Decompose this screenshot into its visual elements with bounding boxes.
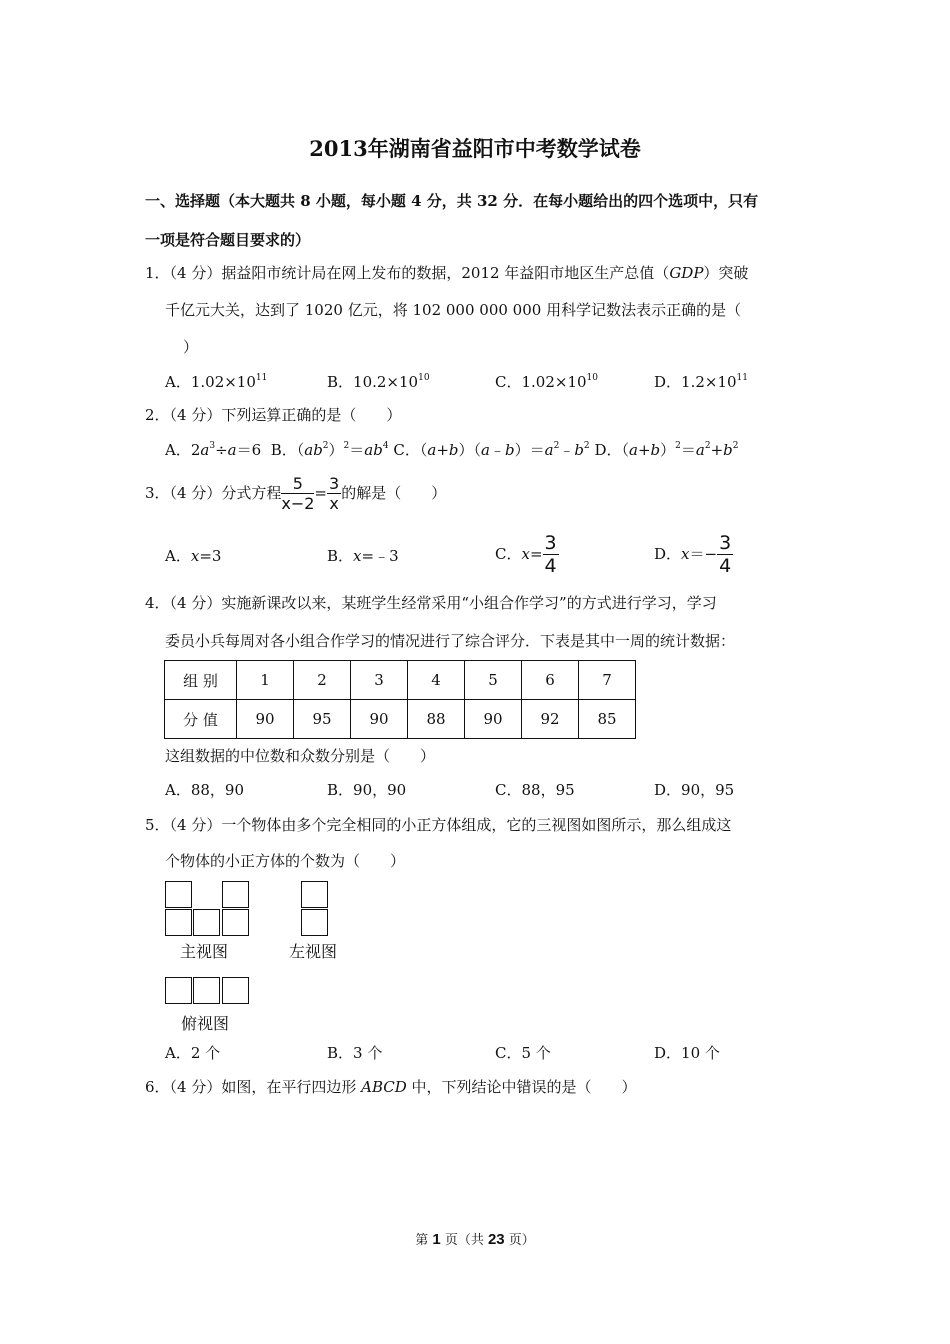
q4-option-a: A．88，90 [165, 781, 245, 799]
table-cell: 1 [237, 661, 294, 700]
question-1-line3: ） [183, 338, 199, 356]
q3-option-a: A．x=3 [165, 547, 222, 565]
q5-option-b: B．3 个 [327, 1044, 383, 1062]
table-row [165, 661, 636, 700]
q4-option-b: B．90，90 [327, 781, 407, 799]
table-cell: 3 [351, 661, 408, 700]
table-cell: 5 [465, 661, 522, 700]
table-cell: 95 [294, 700, 351, 739]
question-6: 6．（4 分）如图，在平行四边形 ABCD 中，下列结论中错误的是（ ） [145, 1078, 637, 1096]
table-cell: 6 [522, 661, 579, 700]
front-view-label: 主视图 [180, 942, 229, 961]
q3-option-d: D．x＝− $\frac{3}{4}$ [654, 532, 732, 577]
table-cell: 90 [237, 700, 294, 739]
q5-option-d: D．10 个 [654, 1044, 720, 1062]
table-header-cell: 组 别 [165, 661, 237, 700]
score-table [164, 660, 636, 739]
question-5-line2: 个物体的小正方体的个数为（ ） [165, 852, 406, 870]
section-heading: 一、选择题（本大题共 8 小题，每小题 4 分，共 32 分．在每小题给出的四个选项中，只有 [145, 192, 759, 210]
q2-options: A．$2a^3\div a=6$ B．$(ab^2)^2=ab^4$ C．$(a+b)(a﹣b)=a^2﹣b^2$ D．$(a+b)^2=a^2+b^2$ [165, 441, 739, 459]
page-number: 1 [432, 1231, 441, 1248]
q5-option-c: C．5 个 [495, 1044, 551, 1062]
table-cell: 88 [408, 700, 465, 739]
table-header-cell: 分 值 [165, 700, 237, 739]
q1-option-b: B．$10.2\times 10^{10}$ [327, 373, 430, 391]
question-1: 1．（4 分）据益阳市统计局在网上发布的数据，2012 年益阳市地区生产总值（GDP）突破 [145, 264, 749, 282]
q3-option-b: B．x=﹣3 [327, 547, 399, 565]
q1-option-c: C．$1.02\times 10^{10}$ [495, 373, 598, 391]
table-cell: 85 [579, 700, 636, 739]
table-cell: 7 [579, 661, 636, 700]
question-4-line2: 委员小兵每周对各小组合作学习的情况进行了综合评分．下表是其中一周的统计数据： [165, 632, 736, 650]
fraction-3-over-x: $\frac{3}{x}$ [329, 474, 340, 513]
q3-option-c: C．x= $\frac{3}{4}$ [495, 532, 557, 577]
question-1-line2: 千亿元大关，达到了 1020 亿元，将 102 000 000 000 用科学记数法表示正确的是（ [165, 301, 742, 319]
q4-option-c: C．88，95 [495, 781, 575, 799]
table-cell: 90 [351, 700, 408, 739]
q4-option-d: D．90，95 [654, 781, 735, 799]
table-cell: 90 [465, 700, 522, 739]
table-cell: 92 [522, 700, 579, 739]
table-cell: 4 [408, 661, 465, 700]
question-2: 2．（4 分）下列运算正确的是（ ） [145, 406, 402, 424]
left-view-label: 左视图 [289, 942, 338, 961]
page-total: 23 [487, 1231, 505, 1248]
question-3: 3．（4 分）分式方程 $\frac{5}{x-2}$ = $\frac{3}{x}$ 的解是（ ） [145, 474, 447, 513]
page-title: 2013年湖南省益阳市中考数学试卷 [309, 136, 641, 161]
q1-option-a: A．$1.02\times 10^{11}$ [165, 373, 268, 391]
page-footer: 第 1 页（共 23 页） [415, 1231, 535, 1248]
table-cell: 2 [294, 661, 351, 700]
question-5: 5．（4 分）一个物体由多个完全相同的小正方体组成，它的三视图如图所示，那么组成这 [145, 816, 732, 834]
top-view-label: 俯视图 [181, 1014, 230, 1033]
table-row [165, 700, 636, 739]
section-heading-cont: 一项是符合题目要求的） [145, 231, 311, 249]
q1-option-d: D．$1.2\times 10^{11}$ [654, 373, 748, 391]
question-4-ask: 这组数据的中位数和众数分别是（ ） [165, 747, 436, 765]
q5-option-a: A．2 个 [165, 1044, 221, 1062]
fraction-5-over-x-minus-2: $\frac{5}{x-2}$ [281, 474, 315, 513]
question-4: 4．（4 分）实施新课改以来，某班学生经常采用“小组合作学习”的方式进行学习，学习 [145, 594, 717, 612]
